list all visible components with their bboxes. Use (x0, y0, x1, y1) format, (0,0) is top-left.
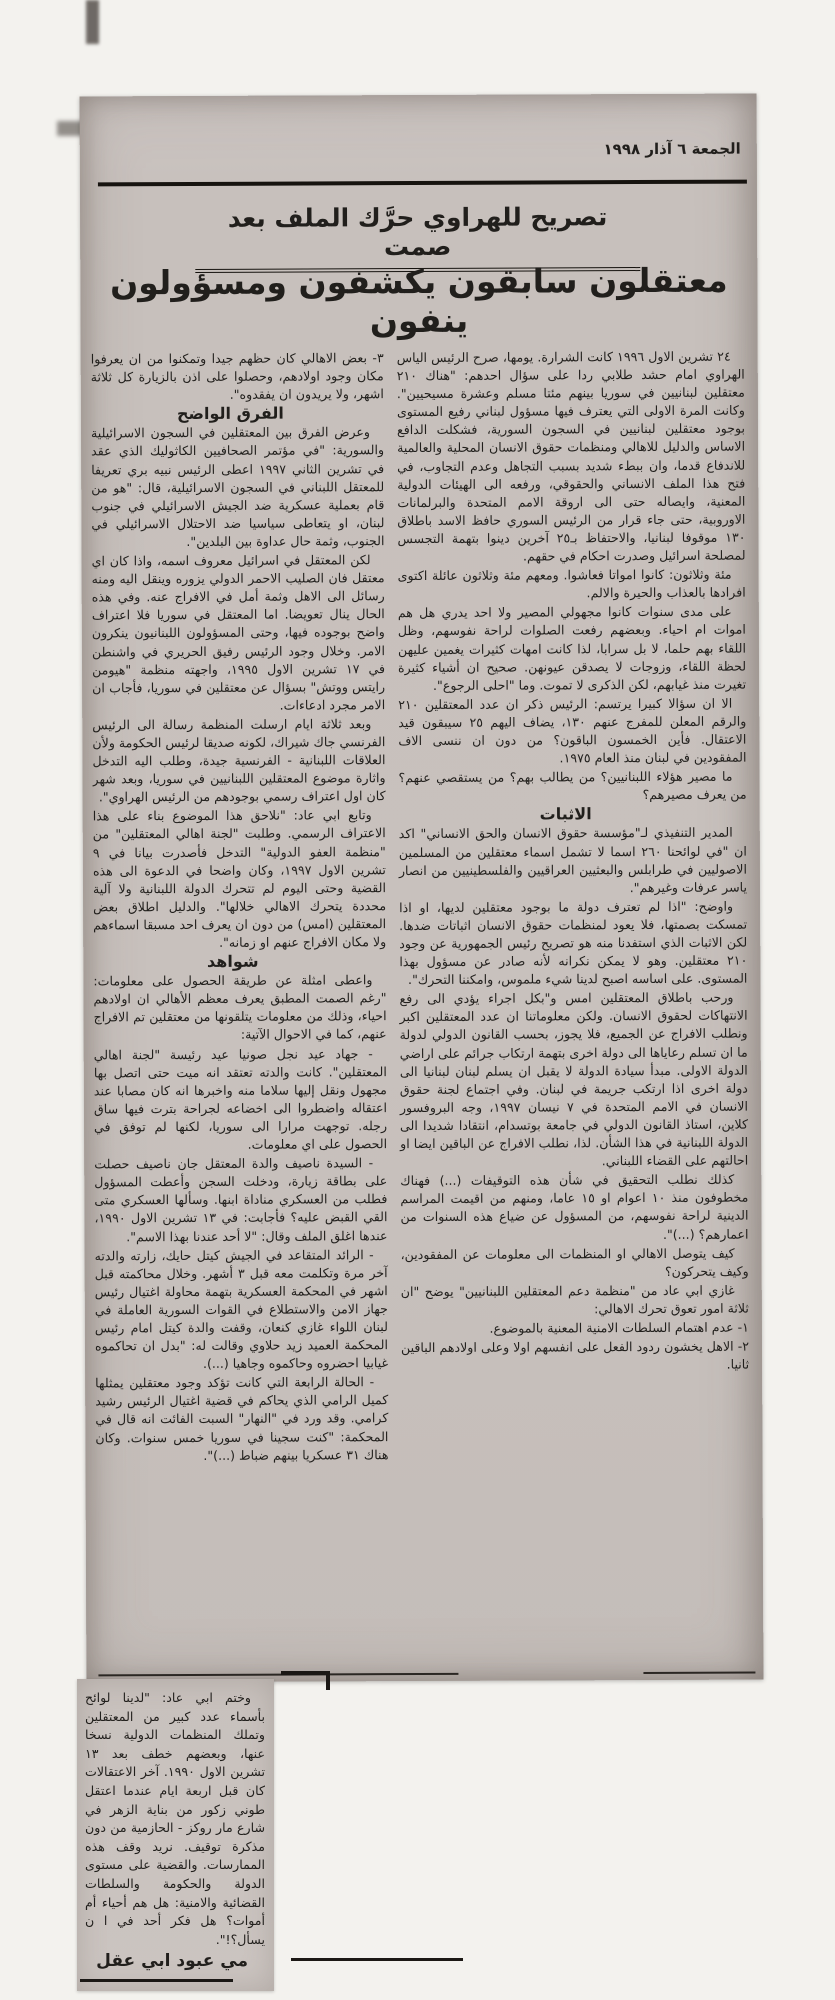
article-paragraph: مئة وثلاثون: كانوا امواتا فعاشوا. ومعهم مئة وثلاثون عائلة اكتوى افرادها بالعذاب والحيرة والالم. (397, 566, 746, 601)
article-paragraph: كيف يتوصل الاهالي او المنظمات الى معلومات عن المفقودين، وكيف يتحركون؟ (400, 1245, 749, 1279)
article-paragraph: على مدى سنوات كانوا مجهولي المصير ولا احد يدري هل هم اموات ام احياء. وبعضهم رفعت الصلوات لراحة نفوسهم، وظل اللقاء بهم حلما، لا بل سرابا، لذا كانت امهات كثيرات يغمين عليهن لحظة اللقاء، وزوجات لا يصدقن عيونهن. صحيح ان أشياء كثيرة تغيرت منذ غيابهم، لكن الذكرى لا تموت. وما "احلى الرجوع". (397, 603, 747, 693)
article-paragraph: - الرائد المتقاعد في الجيش كيتل حايك، زارته والدته آخر مرة وتكلمت معه قبل ٣ أشهر. وخلال محاكمته قبل اشهر في المحكمة العسكرية بتهمة محاولة اغتيال رئيس جهاز الامن والاستطلاع في القوات السورية العاملة في لبنان اللواء غازي كنعان، وقفت والدة كيتل امام رئيس المحكمة العميد زيد حلاوي وقالت له: "بدل ان تحاكموه غيابيا احضروه وحاكموه وجاهيا (...). (94, 1246, 389, 1372)
article-column-right (397, 348, 751, 1666)
article-paragraph: الا ان سؤالا كبيرا يرتسم: الرئيس ذكر ان عدد المعتقلين ٢١٠ والرقم المعلن للمفرج عنهم ١٣٠، يضاف اليهم ٢٥ سيبقون قيد الاعتقال. فأين الخمسون الباقون؟ من دون ان ننسى الاف المفقودين في لبنان منذ العام ١٩٧٥. (398, 695, 747, 766)
author-byline: مي عبود ابي عقل (96, 1951, 248, 1971)
article-paragraph: كذلك نطلب التحقيق في شأن هذه التوقيفات (...) فهناك مخطوفون منذ ١٠ اعوام او ١٥ عاما، ومنهم من اقيمت المراسم الدينية لراحة نفوسهم، من المسؤول عن ضياع هذه السنوات من اعمارهم؟ (...)". (400, 1171, 749, 1242)
article-column-left (91, 349, 390, 1666)
article-paragraph: وتابع ابي عاد: "نلاحق هذا الموضوع بناء على هذا الاعتراف الرسمي. وطلبت "لجنة اهالي المعتقلين" من "منظمة العفو الدولية" التدخل فأصدرت بيانا في ٩ تشرين الاول ١٩٩٧، وكان واضحا في الدعوة الى هذه القضية وحتى اليوم لم تتحرك الدولة اللبنانية ولا آلية محددة يتحرك الاهالي خلالها". والدليل اطلاق بعض المعتقلين (امس) من دون ان يعرف احد مسبقا اسماءهم ولا مكان الافراج عنهم او زمانه". (92, 807, 387, 950)
section-subhead-witnesses: شواهد (206, 951, 259, 972)
article-paragraph: غازي ابي عاد من "منظمة دعم المعتقلين اللبنانيين" يوضح "ان ثلاثة امور تعوق تحرك الاهالي: (400, 1282, 749, 1317)
article-paragraph: وبعد ثلاثة ايام ارسلت المنظمة رسالة الى الرئيس الفرنسي جاك شيراك، لكونه صديقا لرئيس الحكومة ولأن العلاقات اللبنانية - الفرنسية جيدة، وطلب اليه التدخل واثارة موضوع المعتقلين اللبنانيين في سوريا، وبعد شهر كان اول اعتراف رسمي بوجودهم من الرئيس الهراوي". (92, 716, 386, 805)
article-paragraph: وختم ابي عاد: "لدينا لوائح بأسماء عدد كبير من المعتقلين وتملك المنظمات الدولية نسخا عنها، وبعضهم خطف بعد ١٣ تشرين الاول ١٩٩٠. آخر الاعتقالات كان قبل اربعة ايام عندما اعتقل طوني زكور من بناية الزهر في شارع مار روكز - الحازمية من دون مذكرة توقيف. نريد وقف هذه الممارسات. والقضية على مستوى الدولة والحكومة والسلطات القضائية والامنية: هل هم أحياء أم أموات؟ هل فكر أحد في ا ن يسأل؟!". (85, 1690, 265, 1947)
footer-rule-right (643, 1672, 755, 1674)
main-headline: معتقلون سابقون يكشفون ومسؤولون ينفون (109, 260, 728, 341)
crop-corner-mark (281, 1671, 330, 1690)
section-subhead-proof: الاثبات (539, 804, 592, 824)
article-paragraph: - جهاد عيد نجل صونيا عيد رئيسة "لجنة اهالي المعتقلين". كانت والدته تعتقد انه ميت حتى اتصل بها مجهول ونقل إليها سلاما منه واخبرها انه كان مصابا عند اعتقاله واضطروا الى اخضاعه لجراحة بترت فيها ساق رجله. توجهت مرارا الى سوريا، لكنها لم توفق في الحصول على اي معلومات. (93, 1045, 388, 1152)
article-paragraph: ما مصير هؤلاء اللبنانيين؟ من يطالب بهم؟ من يستقصي عنهم؟ من يعرف مصيرهم؟ (398, 768, 747, 803)
issue-date: الجمعة ٦ آذار ١٩٩٨ (603, 139, 741, 159)
closing-quote-block (85, 1689, 265, 1949)
section-subhead-clear-difference: الفرق الواضح (176, 403, 284, 424)
ink-smudge (86, 0, 99, 44)
article-paragraph: لكن المعتقل في اسرائيل معروف اسمه، واذا كان اي معتقل فان الصليب الاحمر الدولي يزوره وينقل اليه ومنه رسائل الى الاهل وثمة أمل في الافراج عنه. وفي هذه الحال ينال تعويضا. اما المعتقل في سوريا فلا اعتراف واضح بوجوده فيها، وحتى المسؤولون اللبنانيون ينكرون الامر. وخلال وجود الرئيس رفيق الحريري في واشنطن في ١٧ تشرين الاول ١٩٩٥، واجهته منظمة "هيومن رايتس ووتش" بسؤال عن معتقلين في سوريا، فأجاب ان الامر مجرد ادعاءات. (91, 552, 386, 713)
footer-rule-left (98, 1673, 458, 1677)
numbered-item: ١- عدم اهتمام السلطات الامنية المعنية بالموضوع. (489, 1319, 749, 1336)
article-body (91, 348, 751, 1667)
header-rule (98, 180, 747, 187)
article-paragraph: - السيدة ناصيف والدة المعتقل جان ناصيف حصلت على بطاقة زيارة، ودخلت السجن وأعطت المسؤول فطلب من العسكري مناداة ابنها. وسألها العسكري متى القي القبض عليه؟ فأجابت: في ١٣ تشرين الاول ١٩٩٠، عندها اغلق الملف وقال: "لا أحد عندنا بهذا الاسم". (94, 1155, 388, 1244)
numbered-item: ٢- الاهل يخشون ردود الفعل على انفسهم اولا وعلى اولادهم الباقين ثانيا. (400, 1338, 750, 1372)
newspaper-clipping (80, 94, 764, 1683)
article-paragraph: - الحالة الرابعة التي كانت تؤكد وجود معتقلين يمثلها كميل الرامي الذي يحاكم في قضية اغتيال الرئيس رشيد كرامي. وقد ورد في "النهار" السبت الفائت انه قال في المحكمة: "كنت سجينا في سوريا خمس سنوات. وكان هناك ٣١ عسكريا بينهم ضباط (...)". (95, 1374, 389, 1463)
clipping-bottom-strip (77, 1679, 274, 1991)
article-paragraph: واعطى امثلة عن طريقة الحصول على معلومات: "رغم الصمت المطبق يعرف معظم الأهالي ان اولادهم احياء، وذلك من معلومات يتلقونها من معتقلين تم الافراج عنهم، كما في الاحوال الآتية: (93, 972, 387, 1043)
article-paragraph: المدير التنفيذي لـ"مؤسسة حقوق الانسان والحق الانساني" اكد ان "في لوائحنا ٢٦٠ اسما لا تشمل اسماء معتقلين من المسلمين الاصوليين في طرابلس والبعثيين العراقيين والفلسطينيين من انصار ياسر عرفات وغيرهم". (398, 825, 748, 895)
kicker-headline: تصريح للهراوي حرَّك الملف بعد صمت (195, 202, 640, 273)
article-paragraph: وعرض الفرق بين المعتقلين في السجون الاسرائيلية والسورية: "في مؤتمر الصحافيين الكاثوليك الذي عقد في تشرين الثاني ١٩٩٧ اعطى الرئيس نبيه بري تعريفا للمعتقل اللبناني في السجون الاسرائيلية، قال: "هو من قام بعملية عسكرية ضد الجيش الاسرائيلي في جنوب لبنان، او يتعاطى سياسيا ضد الاحتلال الاسرائيلي في الجنوب، وثمة حال عداوة بين البلدين". (90, 424, 385, 549)
article-paragraph: واوضح: "اذا لم تعترف دولة ما بوجود معتقلين لديها، او اذا تمسكت بصمتها، فلا يعود لمنظمات حقوق الانسان اثباتات ضدها. لكن الاثبات الذي استفدنا منه هو تصريح رئيس الجمهورية عن وجود ٢١٠ معتقلين. وهو لا يمكن نكرانه لأنه صادر عن مسؤول بهذا المستوى. على اساسه اصبح لدينا شيء ملموس، وامكننا التحرك". (399, 898, 748, 988)
crop-line-mark (80, 1979, 233, 1982)
article-paragraph: ورحب باطلاق المعتقلين امس و"بكل اجراء يؤدي الى رفع الانتهاكات لحقوق الانسان. ولكن معلوماتنا ان عدد المعتقلين اكبر ونطلب الافراج عن الجميع، فلا يجوز، بحسب القانون الدولي لدولة ما ان تسلم رعاياها الى دولة اخرى بتهمة ارتكاب جرائم على اراضي الدولة الاولى. مبدأ سيادة الدولة لا يقبل ان يسلم لبنان لبنانيا الى دولة اخرى اذا ارتكب جريمة في لبنان. وفي اجتماع لجنة حقوق الانسان في الامم المتحدة في ٧ نيسان ١٩٩٧، وجه البروفسور كلاين، استاذ القانون الدولي في جامعة بوتسدام، انتقادا شديدا الى الدولة اللبنانية في هذا الشأن. لذا، نطلب الافراج عن الباقين ايضا او احالتهم على القضاء اللبناني. (399, 989, 749, 1169)
crop-line-mark (291, 1958, 463, 1961)
numbered-item: ٣- بعض الاهالي كان حظهم جيدا وتمكنوا من ان يعرفوا مكان وجود اولادهم، وحصلوا على اذن بالزيارة كل ثلاثة اشهر، ولا يريدون ان يفقدوه". (90, 350, 384, 403)
article-paragraph: ٢٤ تشرين الاول ١٩٩٦ كانت الشرارة. يومها، صرح الرئيس الياس الهراوي امام حشد طلابي ردا على سؤال احدهم: "هناك ٢١٠ معتقلين لبنانيين في سوريا بينهم مئتا مسلم وعشرة مسيحيين". وكانت المرة الاولى التي يعترف فيها مسؤول لبناني رفيع المستوى بوجود معتقلين لبنانيين في السجون السورية، فشكلت الدافع الاساس والدليل للاهالي ومنظمات حقوق الانسان المحلية والعالمية للاندفاع قدما، وان ببطء شديد بسبب التجاهل وعدم التجاوب، في فتح هذا الملف الانساني والحقوقي، ورفعه الى الهيئات الدولية المعنية، وايصاله حتى الى اروقة الامم المتحدة والبرلمانات الاوروبية، حتى جاء قرار من الرئيس السوري حافظ الاسد باطلاق ١٣٠ موقوفا لبنانيا، والاحتفاظ بـ٢٥ آخرين دينوا بتهمة التجسس لمصلحة اسرائيل وصدرت احكام في حقهم. (396, 348, 746, 564)
